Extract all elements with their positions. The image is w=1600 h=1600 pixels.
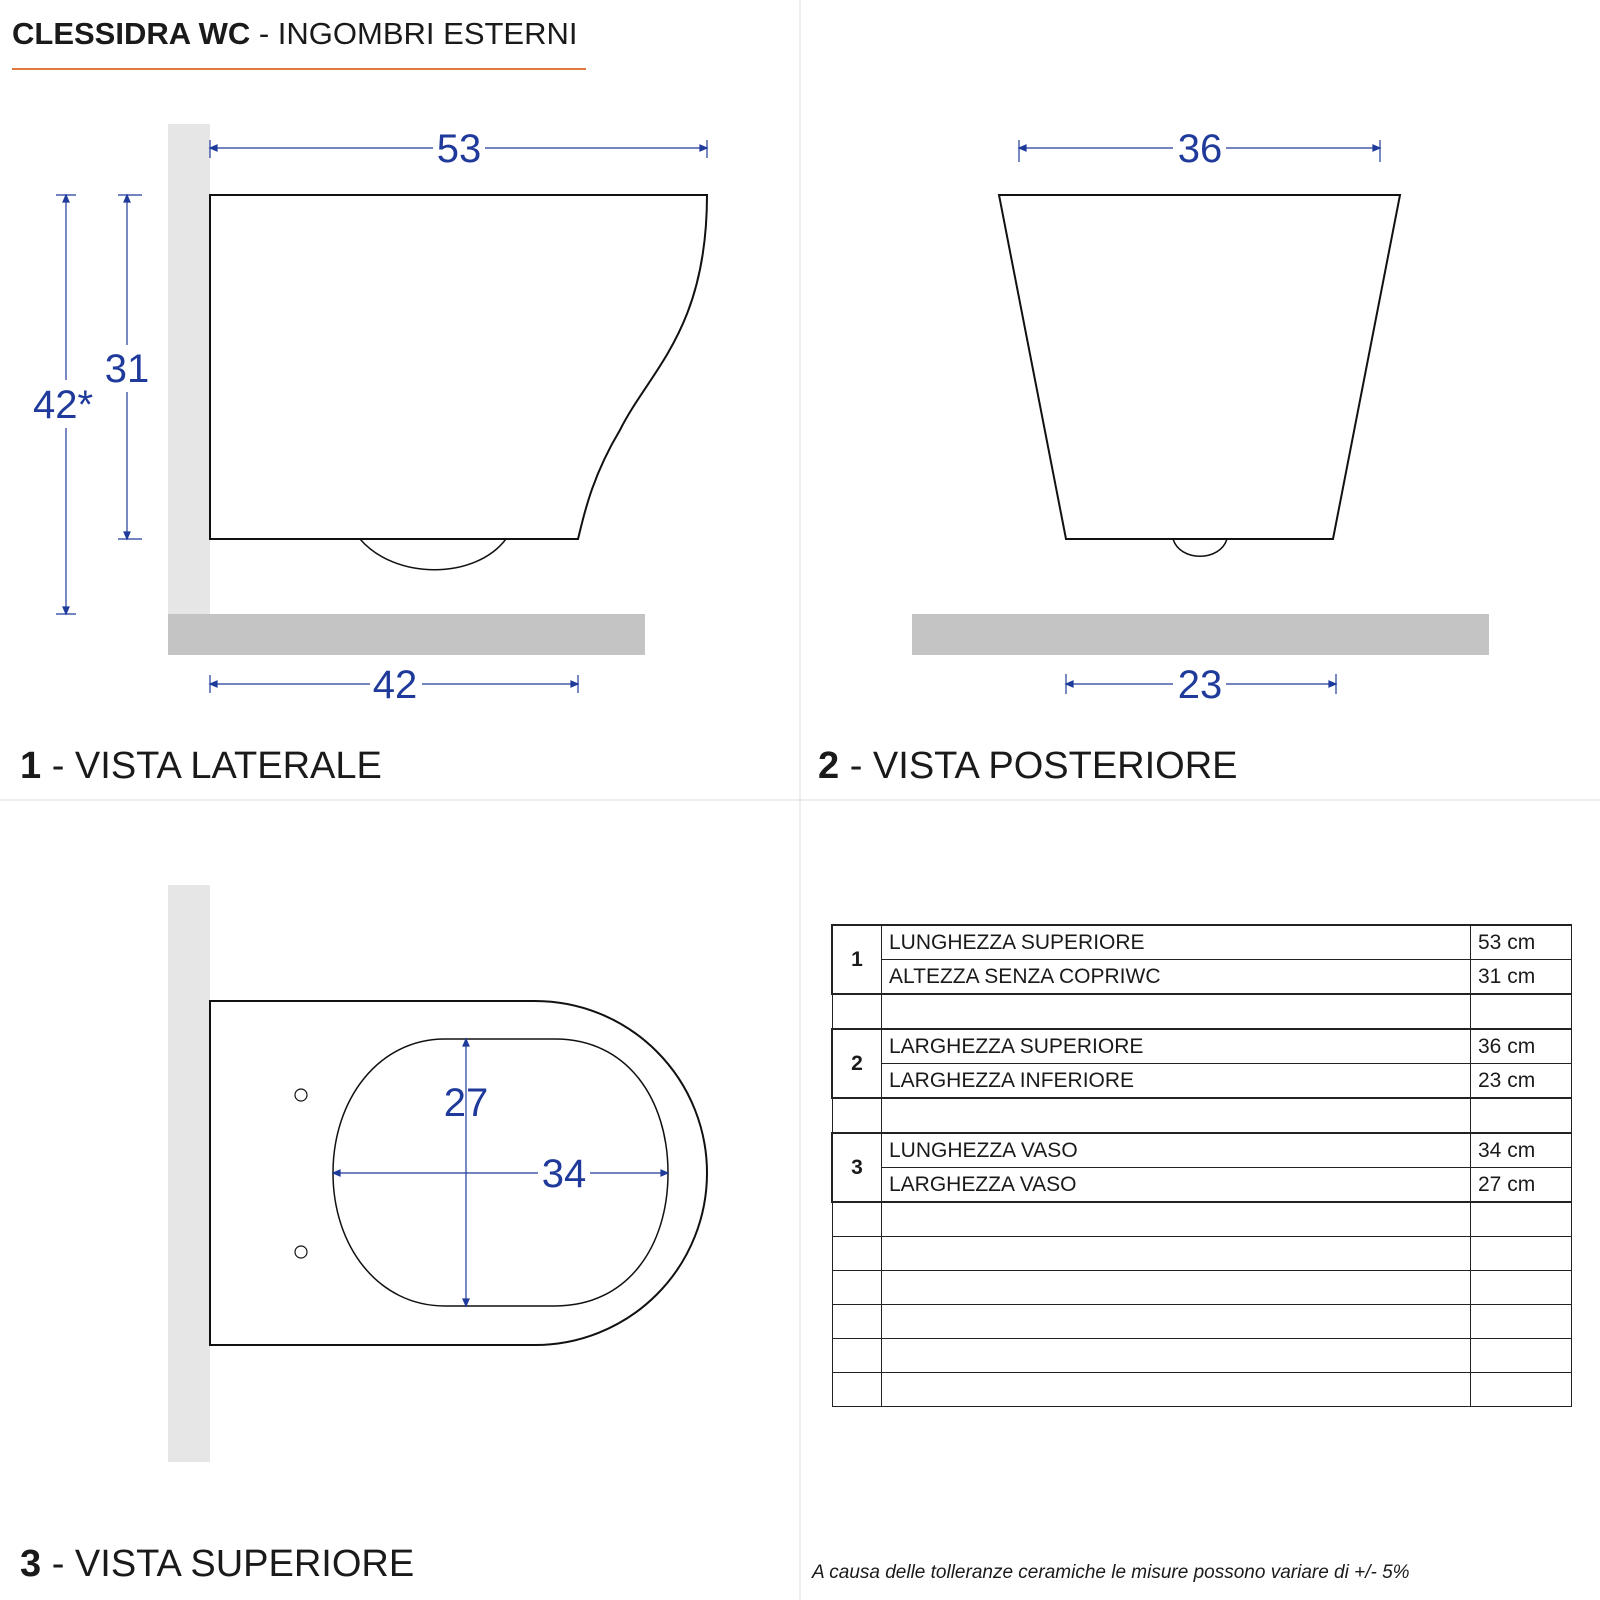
spec-value: 31 cm: [1471, 960, 1572, 995]
spec-value: 36 cm: [1471, 1029, 1572, 1064]
seat-hole-lower: [295, 1246, 307, 1258]
dim-label-42-total: 42*: [32, 383, 94, 427]
group-index: 2: [832, 1029, 882, 1098]
spec-label: LUNGHEZZA VASO: [882, 1133, 1471, 1168]
side-floor: [168, 614, 645, 655]
view-label-side: 1 - VISTA LATERALE: [20, 745, 382, 787]
side-wall: [168, 124, 210, 614]
table-row-empty: [832, 1339, 1572, 1373]
table-row: [832, 1064, 1572, 1099]
page-title: [12, 14, 586, 70]
side-outlet: [360, 539, 506, 570]
spec-label: LUNGHEZZA SUPERIORE: [882, 925, 1471, 960]
top-view: [168, 885, 707, 1462]
rear-outlet: [1173, 539, 1227, 556]
rear-view: [912, 127, 1489, 707]
group-index: 3: [832, 1133, 882, 1202]
table-row: [832, 1133, 1572, 1168]
spec-label: ALTEZZA SENZA COPRIWC: [882, 960, 1471, 995]
group-index: 1: [832, 925, 882, 994]
spec-value: 53 cm: [1471, 925, 1572, 960]
table-row-empty: [832, 1098, 1572, 1133]
side-bowl-outline: [210, 195, 707, 539]
dim-label-23: 23: [1177, 663, 1223, 707]
view-label-rear: 2 - VISTA POSTERIORE: [818, 745, 1238, 787]
view-label-top: 3 - VISTA SUPERIORE: [20, 1543, 415, 1585]
title-bold: CLESSIDRA WC: [12, 16, 251, 51]
dim-label-36: 36: [1177, 127, 1223, 171]
dim-label-53: 53: [436, 127, 482, 171]
table-row: [832, 925, 1572, 960]
table-row-empty: [832, 1202, 1572, 1237]
spec-value: 23 cm: [1471, 1064, 1572, 1099]
spec-value: 34 cm: [1471, 1133, 1572, 1168]
spec-label: LARGHEZZA VASO: [882, 1168, 1471, 1203]
table-row: [832, 1168, 1572, 1203]
table-row: [832, 1029, 1572, 1064]
spec-label: LARGHEZZA SUPERIORE: [882, 1029, 1471, 1064]
rear-floor: [912, 614, 1489, 655]
top-wall: [168, 885, 210, 1462]
seat-hole-upper: [295, 1089, 307, 1101]
spec-value: 27 cm: [1471, 1168, 1572, 1203]
table-row-empty: [832, 1373, 1572, 1407]
table-row-empty: [832, 1305, 1572, 1339]
table-row: [832, 960, 1572, 995]
table-row-empty: [832, 994, 1572, 1029]
title-rest: - INGOMBRI ESTERNI: [250, 16, 578, 51]
dim-label-34: 34: [541, 1152, 587, 1196]
table-row-empty: [832, 1271, 1572, 1305]
tolerance-footnote: A causa delle tolleranze ceramiche le misure possono variare di +/- 5%: [812, 1562, 1410, 1583]
table-row-empty: [832, 1237, 1572, 1271]
dim-label-31: 31: [104, 347, 150, 391]
dim-label-42-bottom: 42: [372, 663, 418, 707]
spec-label: LARGHEZZA INFERIORE: [882, 1064, 1471, 1099]
rear-bowl-outline: [999, 195, 1400, 539]
specs-table: [831, 924, 1572, 1407]
side-view: [33, 124, 707, 707]
dim-label-27: 27: [443, 1081, 489, 1125]
